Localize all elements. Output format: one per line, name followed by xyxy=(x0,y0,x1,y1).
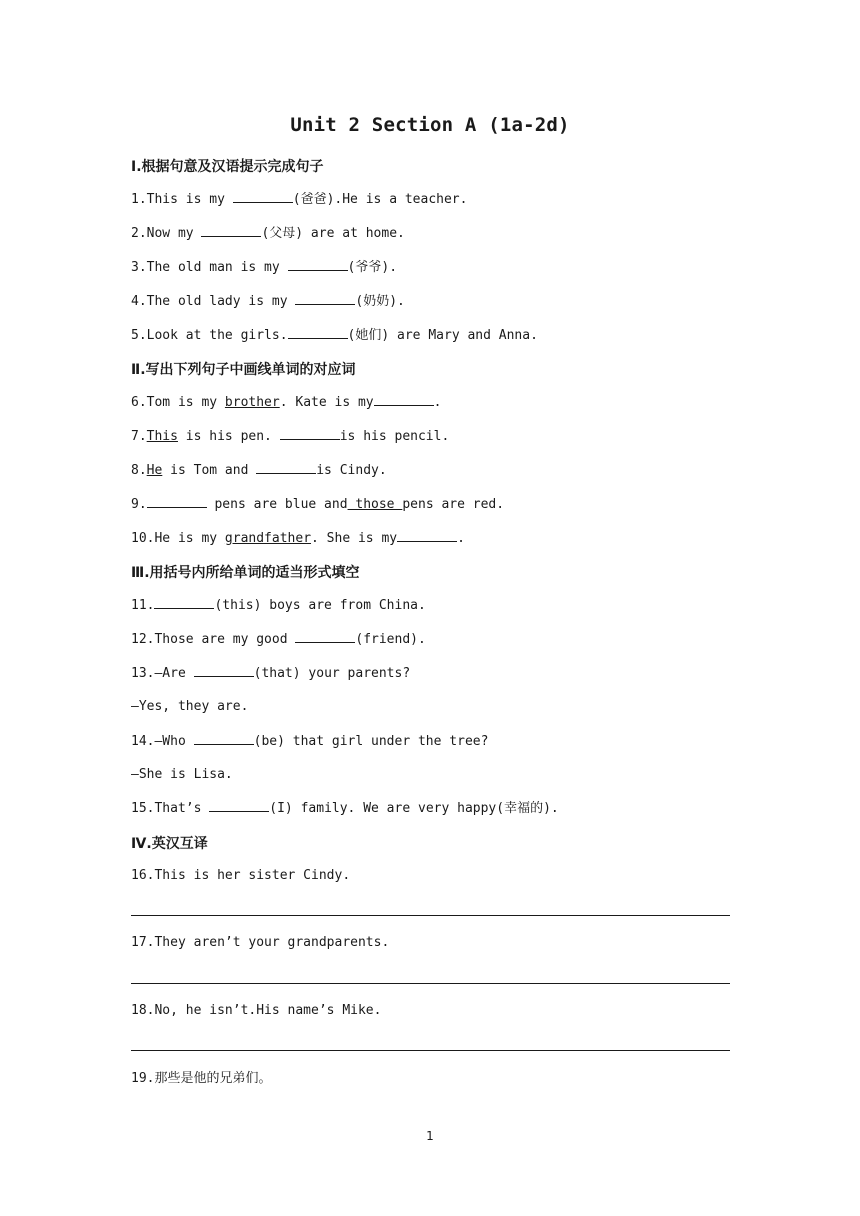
answer-blank[interactable] xyxy=(194,664,254,677)
answer-blank[interactable] xyxy=(374,393,434,406)
answer-blank[interactable] xyxy=(233,190,293,203)
answer-blank[interactable] xyxy=(288,326,348,339)
question-13: 13.—Are (that) your parents? xyxy=(131,666,411,681)
question-14-answer: —She is Lisa. xyxy=(131,767,233,782)
question-8: 8.He is Tom and is Cindy. xyxy=(131,463,387,478)
question-12: 12.Those are my good (friend). xyxy=(131,632,426,647)
answer-blank[interactable] xyxy=(397,529,457,542)
answer-blank[interactable] xyxy=(256,461,316,474)
section-1-heading: Ⅰ.根据句意及汉语提示完成句子 xyxy=(131,159,324,175)
question-1: 1.This is my (爸爸).He is a teacher. xyxy=(131,192,468,207)
answer-blank[interactable] xyxy=(201,224,261,237)
question-17: 17.They aren’t your grandparents. xyxy=(131,935,390,950)
question-14: 14.—Who (be) that girl under the tree? xyxy=(131,734,489,749)
answer-line[interactable] xyxy=(131,1050,730,1051)
question-7: 7.This is his pen. is his pencil. xyxy=(131,429,450,444)
answer-line[interactable] xyxy=(131,915,730,916)
answer-blank[interactable] xyxy=(280,427,340,440)
page-number: 1 xyxy=(426,1129,434,1143)
question-15: 15.That’s (I) family. We are very happy(幸福的). xyxy=(131,801,559,816)
answer-blank[interactable] xyxy=(295,292,355,305)
question-6: 6.Tom is my brother. Kate is my . xyxy=(131,395,442,410)
question-5: 5.Look at the girls. (她们) are Mary and Anna. xyxy=(131,328,538,343)
question-16: 16.This is her sister Cindy. xyxy=(131,868,351,883)
section-3-heading: Ⅲ.用括号内所给单词的适当形式填空 xyxy=(131,565,360,581)
question-11: 11. (this) boys are from China. xyxy=(131,598,426,613)
answer-blank[interactable] xyxy=(295,630,355,643)
question-13-answer: —Yes, they are. xyxy=(131,699,249,714)
section-2-heading: Ⅱ.写出下列句子中画线单词的对应词 xyxy=(131,362,356,378)
answer-blank[interactable] xyxy=(209,799,269,812)
question-4: 4.The old lady is my (奶奶). xyxy=(131,294,405,309)
answer-line[interactable] xyxy=(131,983,730,984)
answer-blank[interactable] xyxy=(194,732,254,745)
question-19: 19.那些是他的兄弟们。 xyxy=(131,1071,272,1086)
page-title: Unit 2 Section A (1a-2d) xyxy=(290,114,570,136)
answer-blank[interactable] xyxy=(154,596,214,609)
answer-blank[interactable] xyxy=(288,258,348,271)
question-10: 10.He is my grandfather. She is my . xyxy=(131,531,465,546)
answer-blank[interactable] xyxy=(147,495,207,508)
question-18: 18.No, he isn’t.His name’s Mike. xyxy=(131,1003,382,1018)
section-4-heading: Ⅳ.英汉互译 xyxy=(131,836,208,852)
question-3: 3.The old man is my (爷爷). xyxy=(131,260,398,275)
question-2: 2.Now my (父母) are at home. xyxy=(131,226,405,241)
question-9: 9. pens are blue and those pens are red. xyxy=(131,497,505,512)
